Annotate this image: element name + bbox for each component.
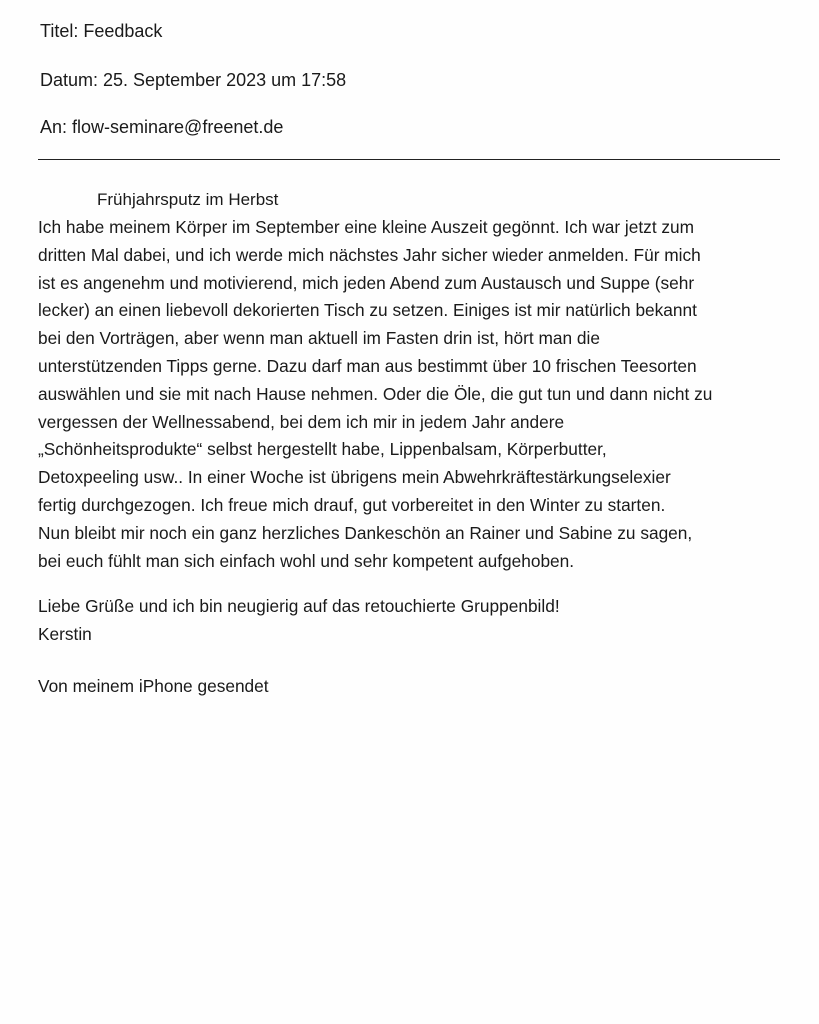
message-body (38, 214, 798, 575)
sender-name: Kerstin (38, 623, 92, 644)
body-line: dritten Mal dabei, und ich werde mich nächstes Jahr sicher wieder anmelden. Für mich (38, 244, 701, 265)
device-signature: Von meinem iPhone gesendet (38, 676, 269, 696)
body-line: fertig durchgezogen. Ich freue mich drauf, gut vorbereitet in den Winter zu starten. (38, 494, 666, 515)
message-subject: Frühjahrsputz im Herbst (97, 190, 279, 209)
body-line: unterstützenden Tipps gerne. Dazu darf man aus bestimmt über 10 frischen Teesorten (38, 355, 697, 376)
header-divider (38, 159, 780, 160)
body-line: lecker) an einen liebevoll dekorierten Tisch zu setzen. Einiges ist mir natürlich bekannt (38, 300, 697, 321)
body-line: Ich habe meinem Körper im September eine kleine Auszeit gegönnt. Ich war jetzt zum (38, 217, 695, 237)
body-line: vergessen der Wellnessabend, bei dem ich mir in jedem Jahr andere (38, 411, 565, 432)
email-recipient-line: An: flow-seminare@freenet.de (40, 117, 284, 137)
body-line: bei den Vorträgen, aber wenn man aktuell im Fasten drin ist, hört man die (38, 328, 600, 349)
message-closing (38, 593, 560, 649)
body-line: Detoxpeeling usw.. In einer Woche ist übrigens mein Abwehrkräftestärkungselexier (38, 467, 671, 488)
body-line: bei euch fühlt man sich einfach wohl und sehr kompetent aufgehoben. (38, 550, 575, 571)
body-line: „Schönheitsprodukte“ selbst hergestellt habe, Lippenbalsam, Körperbutter, (38, 439, 607, 460)
email-date-line: Datum: 25. September 2023 um 17:58 (40, 70, 347, 90)
email-title-line: Titel: Feedback (40, 21, 163, 41)
body-line: ist es angenehm und motivierend, mich jeden Abend zum Austausch und Suppe (sehr (38, 272, 695, 293)
body-line: Nun bleibt mir noch ein ganz herzliches Dankeschön an Rainer und Sabine zu sagen, (38, 522, 693, 543)
closing-greeting: Liebe Grüße und ich bin neugierig auf das retouchierte Gruppenbild! (38, 596, 560, 616)
body-line: auswählen und sie mit nach Hause nehmen. Oder die Öle, die gut tun und dann nicht zu (38, 383, 713, 404)
